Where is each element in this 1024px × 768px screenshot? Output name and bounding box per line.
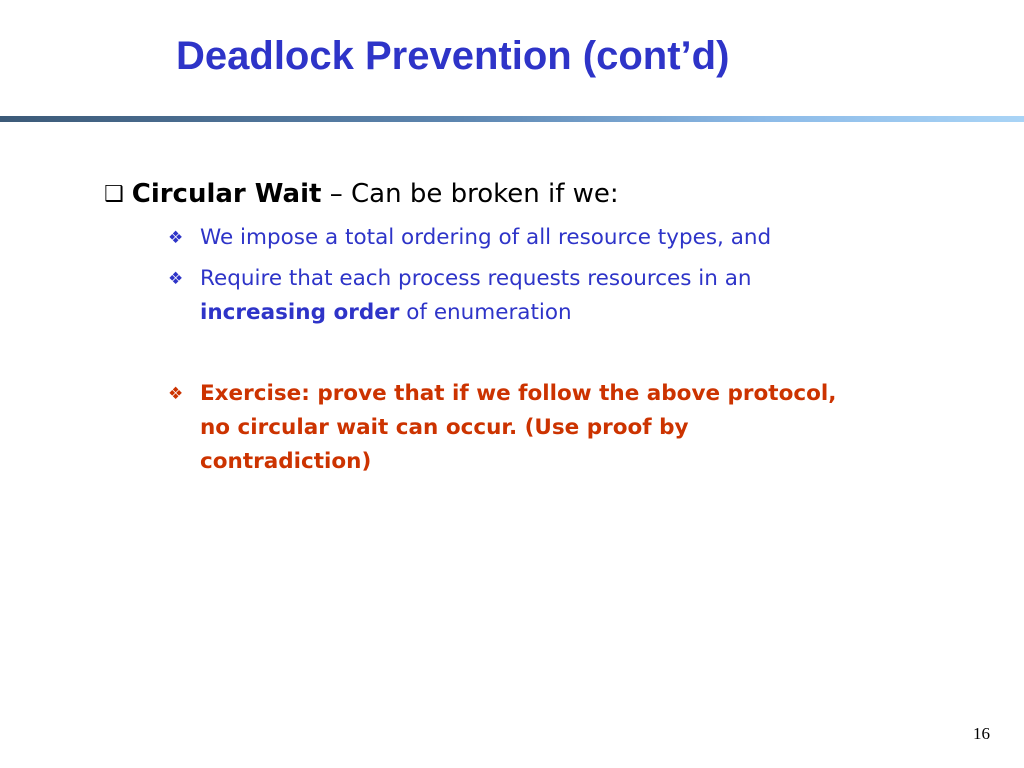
bullet-term: Circular Wait (131, 179, 322, 209)
four-diamond-icon: ❖ (168, 384, 184, 404)
slide-title: Deadlock Prevention (cont’d) (176, 34, 730, 78)
emphasis-text: increasing order (200, 300, 400, 325)
checkbox-square-icon: ❑ (104, 182, 124, 207)
four-diamond-icon: ❖ (168, 269, 184, 289)
sub-bullet-text (200, 262, 948, 330)
sub-bullet-line: Require that each process requests resources in an (200, 266, 752, 291)
exercise-line: contradiction) (200, 449, 372, 474)
exercise-line: Exercise: prove that if we follow the above protocol, (200, 381, 837, 406)
exercise-line: no circular wait can occur. (Use proof by (200, 415, 689, 440)
sub-bullet-line-end: of enumeration (399, 300, 572, 325)
sub-bullet-total-ordering (168, 221, 948, 255)
bullet-circular-wait (104, 176, 984, 213)
sub-bullet-text: We impose a total ordering of all resource types, and (200, 225, 772, 250)
four-diamond-icon: ❖ (168, 228, 184, 248)
title-divider (0, 116, 1024, 122)
exercise-text (200, 377, 948, 479)
sub-bullet-increasing-order (168, 262, 948, 330)
page-number: 16 (973, 724, 990, 743)
bullet-text: – Can be broken if we: (321, 179, 619, 209)
sub-bullet-exercise (168, 377, 948, 479)
